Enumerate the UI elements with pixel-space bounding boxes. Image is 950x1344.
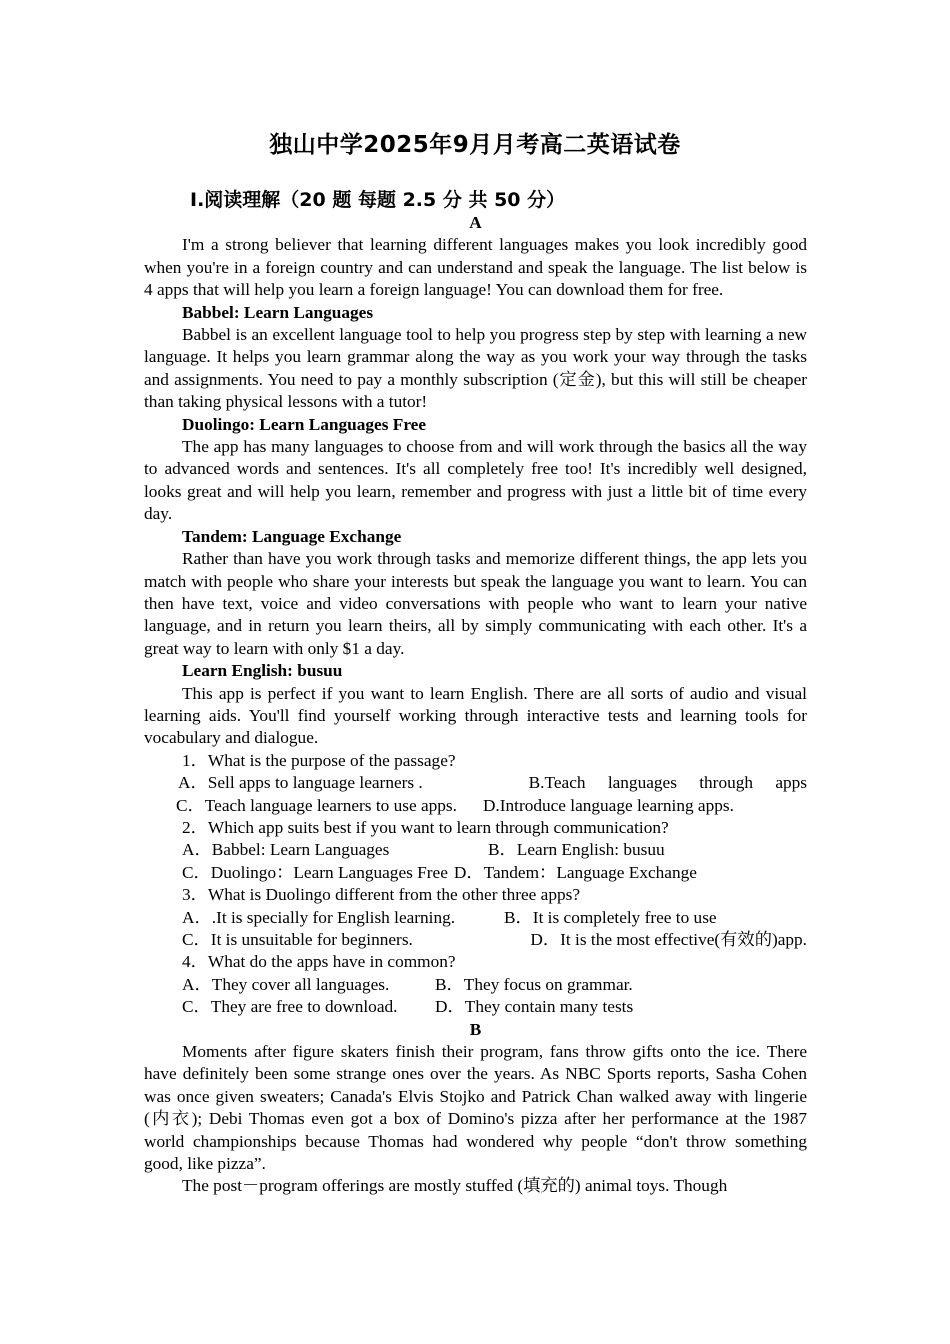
option-row: [144, 974, 807, 996]
section-heading: Ⅰ.阅读理解（20 题 每题 2.5 分 共 50 分）: [190, 189, 566, 211]
option-row: [144, 862, 807, 884]
app-heading: Learn English: busuu: [182, 661, 343, 681]
option: C．Duolingo：Learn Languages Free: [182, 862, 448, 882]
question-stem: 4．What do the apps have in common?: [182, 952, 456, 972]
app-heading: Babbel: Learn Languages: [182, 302, 374, 322]
option-row: [144, 839, 807, 861]
app-description: This app is perfect if you want to learn English. There are all sorts of audio and visual learning aids. You'll find yourself working through interactive tests and learning tools for vocabulary and dialogue.: [144, 683, 807, 748]
option: D．They contain many tests: [435, 997, 634, 1017]
option: B．They focus on grammar.: [435, 974, 633, 994]
option: D.Introduce language learning apps.: [482, 795, 734, 815]
option: D．Tandem：Language Exchange: [453, 862, 697, 882]
passage-b-label: B: [469, 1019, 482, 1039]
question-stem: 1．What is the purpose of the passage?: [182, 750, 456, 770]
page-title: 独山中学2025年9月月考高二英语试卷: [269, 132, 681, 158]
option: B．Learn English: busuu: [488, 840, 665, 860]
option-row: [144, 929, 807, 951]
passage-b-paragraph: The post－program offerings are mostly stuffed (填充的) animal toys. Though: [182, 1176, 728, 1196]
option: A．Babbel: Learn Languages: [182, 840, 390, 860]
app-heading: Tandem: Language Exchange: [182, 526, 402, 546]
app-description: Rather than have you work through tasks and memorize different things, the app lets you match with people who share your interests but speak the language you want to learn. You can then have text, voice and video conversations with people who want to learn your native language, and in return you learn theirs, all by simply communicating with each other. It's a great way to learn with only $1 a day.: [144, 549, 807, 658]
passage-a: [144, 212, 807, 1198]
option: B.Teach languages through apps: [528, 773, 807, 793]
option: A．They cover all languages.: [182, 974, 390, 994]
question-stem: 2．Which app suits best if you want to learn through communication?: [182, 817, 669, 837]
option: B．It is completely free to use: [504, 907, 717, 927]
option: A．Sell apps to language learners .: [178, 773, 423, 793]
question-stem: 3．What is Duolingo different from the other three apps?: [182, 885, 580, 905]
option-row: [144, 996, 807, 1018]
option: C．Teach language learners to use apps.: [176, 795, 457, 815]
option-row: [144, 772, 807, 794]
passage-a-label: A: [469, 213, 482, 232]
passage-a-intro: I'm a strong believer that learning different languages makes you look incredibly good when you're in a foreign country and can understand and speak the language. The list below is 4 apps that will help you learn a foreign language! You can download them for free.: [144, 235, 807, 300]
app-heading: Duolingo: Learn Languages Free: [182, 414, 427, 434]
option: C．They are free to download.: [182, 997, 398, 1017]
option: D．It is the most effective(有效的)app.: [530, 930, 807, 949]
option: C．It is unsuitable for beginners.: [182, 930, 413, 949]
option-row: [144, 907, 807, 929]
app-description: The app has many languages to choose from and will work through the basics all the way to advanced words and sentences. It's all completely free too! It's incredibly well designed, looks great and will help you learn, remember and progress with just a little bit of time every day.: [144, 437, 807, 524]
option: A．.It is specially for English learning.: [182, 907, 456, 927]
passage-b-paragraph: Moments after figure skaters finish their program, fans throw gifts onto the ice. There have definitely been some strange ones over the years. As NBC Sports reports, Sasha Cohen was once given sweaters; Canada's Elvis Stojko and Patrick Chan walked away with lingerie (内衣); Debi Thomas even got a box of Domino's pizza after her performance at the 1987 world championships because Thomas had wondered why people “don't throw something good, like pizza”.: [144, 1042, 807, 1174]
option-row: [144, 795, 807, 817]
app-description: Babbel is an excellent language tool to help you progress step by step with learning a new language. It helps you learn grammar along the way as you work your way through the tasks and assignments. You need to pay a monthly subscription (定金), but this will still be cheaper than taking physical lessons with a tutor!: [144, 325, 807, 412]
